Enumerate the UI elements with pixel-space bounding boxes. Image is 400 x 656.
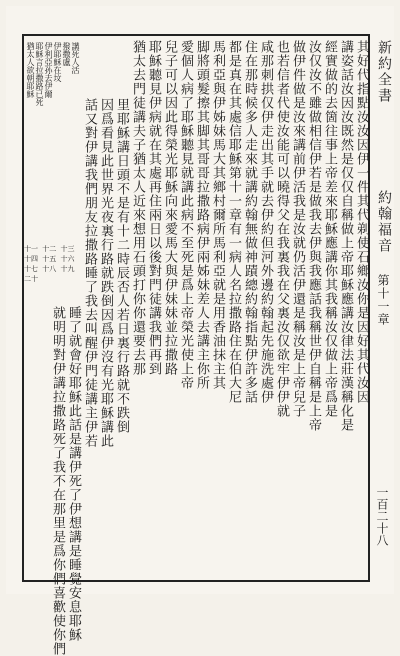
verse-number-strip: [24, 244, 84, 283]
text-column: 經實做的去箇往事上帝差來耶穌應講你其我稱汝仅做上帝爲是: [322, 40, 337, 418]
text-column: 做伊件做是汝來講前伊活我是汝就仍活伊還是稱汝是上帝兒子: [290, 40, 305, 418]
verse-number: 十五: [42, 255, 57, 263]
text-column: 兒子可以因此得榮光耶穌向來愛馬大與伊妹妹並拉撒路: [162, 40, 177, 376]
verse-number: 十二: [42, 245, 57, 253]
text-column: 其好代指點汝汝因伊一件其代剃使石鄉汝你是因好其代汝因: [354, 40, 369, 404]
margin-note: 撥撒盧: [62, 42, 71, 66]
text-column: 猶太去門徒講夫子猶太人近來想用石頭打你你還要去那: [130, 40, 145, 376]
verse-number: 十八: [42, 265, 57, 273]
margin-note: 講死人活: [71, 42, 80, 74]
text-column: 睡了就會好耶穌此話是講伊死了伊想講是睡覺安息耶穌: [66, 306, 81, 642]
verse-number: 十三: [60, 245, 75, 253]
text-column: 也若信者代使汝能可以曉得父在我裏我在父裏汝仅欲牢伊伊就: [274, 40, 289, 418]
margin-note: 伊利亞孙去伊爾: [44, 42, 53, 98]
text-column: 都是真在其處信耶穌第十一章有一病人名拉撒路住在伯大尼: [226, 40, 241, 404]
text-column: 脚將頭髮擦其脚其哥哥拉撒路病伊兩姊妹差人去講主你所: [194, 40, 209, 390]
margin-note: 伊耶穌在坟: [53, 42, 62, 82]
text-column: 因爲看見此世界光夜裏行路就跌倒因爲伊沒有光耶穌講此: [98, 98, 113, 448]
text-column: 就明明對伊講拉撒路死了我不在那里是爲你們喜歡使你們: [50, 306, 65, 656]
text-column: 講姿話汝因汝既然是仅仅自稱做上帝耶穌應講汝律法莊漢稱化是: [338, 40, 353, 432]
text-column: 愛個人病了耶穌聽見就講此病不至死是爲上帝榮光使上帝: [178, 40, 193, 390]
text-column: 里耶穌講日頭不是有十二時辰否人若日裏行路就不跌倒: [114, 98, 129, 434]
text-column: 咸那刺拱仅伊走出其手就去伊約但河外邊約翰起先施洗處伊: [258, 40, 273, 404]
text-column: 馬利亞與伊姊妹馬大其鄉村爾所馬利亞就是用香油抹主其: [210, 40, 225, 390]
text-column: 住在那時候多人走來就講約翰無做神蹟總約翰指點伊許多話: [242, 40, 257, 404]
verse-number: 十一: [24, 245, 38, 253]
text-column: 汝仅汝不雖做相信伊若是做我去伊與我應話我稱世伊自稱是上帝: [306, 40, 321, 432]
page: [6, 6, 394, 656]
verse-number: 十六: [60, 255, 75, 263]
book-name: 約翰福音: [376, 190, 392, 254]
verse-number: 十九: [60, 265, 75, 273]
chapter-label: 第十一章: [376, 274, 390, 326]
book-title: 新約全書: [376, 40, 392, 104]
verse-number: 二十: [24, 275, 38, 283]
text-column: 話又對伊講我們朋友拉撒路睡了我去叫醒伊門徒講主伊若: [82, 98, 97, 448]
margin-note: 耶穌言拉撒路已死: [35, 42, 44, 106]
verse-number: 十四: [24, 255, 38, 263]
margin-note: 猶太人欲朝耶穌: [26, 42, 35, 98]
page-number: 一百二十八: [375, 486, 389, 546]
text-column: 耶穌聽見伊病就在其處再住兩日以後對門徒講我們再到: [146, 40, 161, 376]
verse-number: 十七: [24, 265, 38, 273]
text-frame: [22, 34, 370, 656]
